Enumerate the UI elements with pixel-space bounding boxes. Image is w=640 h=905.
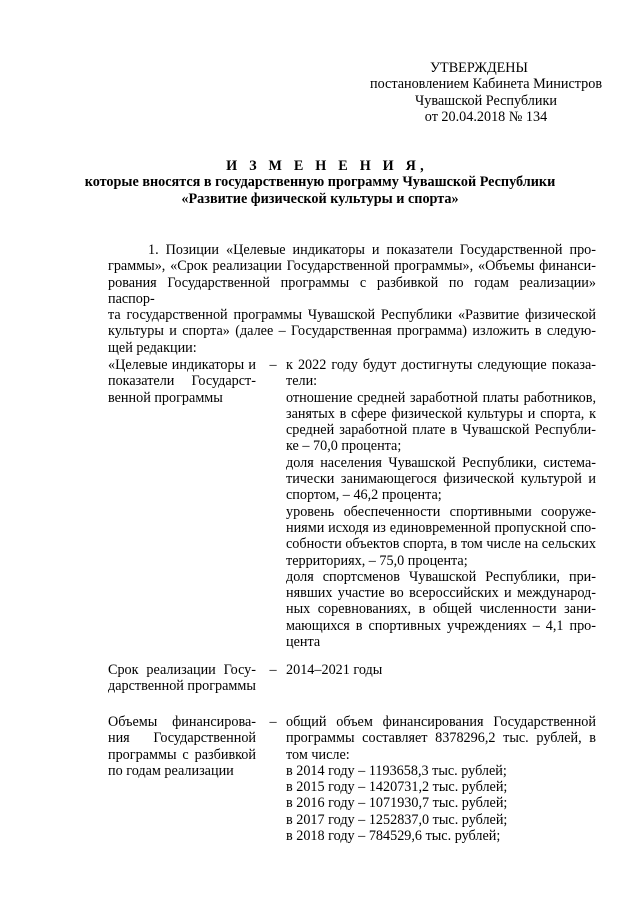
paragraph-line: щей редакции: xyxy=(108,339,197,356)
title-line-3: «Развитие физической культуры и спорта» xyxy=(181,190,459,207)
title-main: И З М Е Н Е Н И Я, xyxy=(226,158,428,174)
approval-stamp xyxy=(366,60,606,125)
approval-line-2: Чувашской Республики xyxy=(415,92,557,109)
paragraph-line: 1. Позиции «Целевые индикаторы и показатели Государственной про- xyxy=(148,242,596,258)
paragraph-line: граммы», «Срок реализации Государственной программы», «Объемы финанси- xyxy=(108,258,596,275)
row-label: Объемы финансирова- ния Государственной программы с разбивкой по годам реализации xyxy=(108,714,256,779)
row-dash: – xyxy=(269,357,277,373)
row-label: «Целевые индикаторы и показатели Государст- венной программы xyxy=(108,357,256,406)
row-dash: – xyxy=(269,662,277,678)
row-value: к 2022 году будут достигнуты следующие показа- тели: отношение средней заработной платы работников, занятых в сфере физической культуры и спорта, к средней заработной плате в Чувашской Республи- ке – 70,0 процента; доля населения Чувашской Республики, системa- тически занимающегося физической культурой и спортом, – 46,2 процента; уровень обеспеченности спортивными сооруже- ниями исходя из единовременной пропускной спо- собности объектов спорта, в том числе на сельских территориях, – 75,0 процента; доля спортсменов Чувашской Республики, при- нявших участие во всероссийских и международ- ных соревнованиях, в общей численности зани- мающихся в спортивных учреждениях – 4,1 про- цента xyxy=(286,357,596,651)
title-line-2: которые вносятся в государственную программу Чувашской Республики xyxy=(84,174,556,191)
row-dash: – xyxy=(269,714,277,730)
approval-line-3: от 20.04.2018 № 134 xyxy=(424,108,548,125)
paragraph-line: рования Государственной программы с разбивкой по годам реализации» паспор- xyxy=(108,274,596,307)
paragraph-line: та государственной программы Чувашской Республики «Развитие физической xyxy=(108,307,596,324)
paragraph-line: культуры и спорта» (далее – Государственная программа) изложить в следую- xyxy=(108,323,596,340)
intro-paragraph xyxy=(108,242,596,356)
approval-line-1: постановлением Кабинета Министров xyxy=(369,76,603,93)
document-title xyxy=(0,158,640,207)
approval-heading: УТВЕРЖДЕНЫ xyxy=(430,60,528,76)
row-value: общий объем финансирования Государственной программы составляет 8378296,2 тыс. рублей, в том числе: в 2014 году – 1193658,3 тыс. рублей; в 2015 году – 1420731,2 тыс. рублей; в 2016 году – 1071930,7 тыс. рублей; в 2017 году – 1252837,0 тыс. рублей; в 2018 году – 784529,6 тыс. рублей; xyxy=(286,714,596,845)
row-label: Срок реализации Госу- дарственной программы xyxy=(108,662,256,695)
row-value: 2014–2021 годы xyxy=(286,662,383,678)
